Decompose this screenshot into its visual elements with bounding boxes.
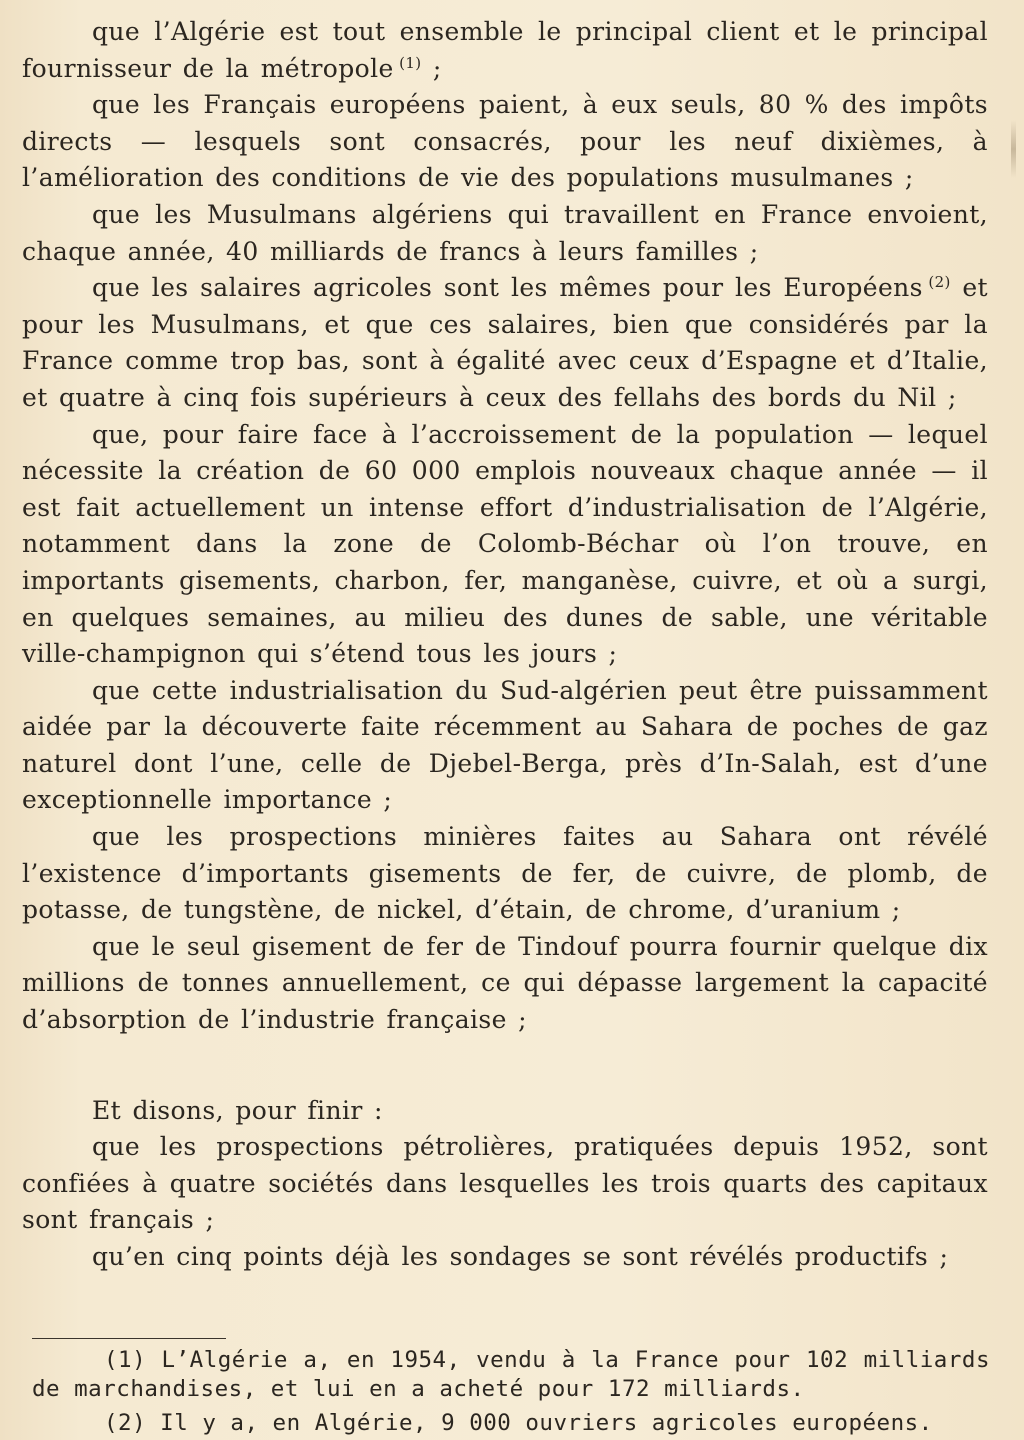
footnotes <box>32 1346 990 1438</box>
paragraph-prospections-minieres: que les prospections minières faites au Sahara ont révélé l’existence d’importants gisements de fer, de cuivre, de plomb, de potasse, de tungstène, de nickel, d’étain, de chrome, d’uranium ; <box>22 822 988 925</box>
footnote-ref-2: (2) <box>928 273 951 292</box>
page-edge-shadow <box>1011 120 1016 178</box>
closing-intro: Et disons, pour finir : <box>92 1095 383 1125</box>
paragraph-impots: que les Français européens paient, à eux seuls, 80 % des impôts directs — lesquels sont consacrés, pour les neuf dixièmes, à l’amélioration des conditions de vie des populations musulmanes ; <box>22 90 988 193</box>
paragraph-tindouf: que le seul gisement de fer de Tindouf pourra fournir quelque dix millions de tonnes annuellement, ce qui dépasse largement la capacité d’absorption de l’industrie française ; <box>22 931 988 1035</box>
paragraph-salaires: que les salaires agricoles sont les mêmes pour les Européens $^{(2)}$ et pour les Musulmans, et que ces salaires, bien que considérés par la France comme trop bas, sont à égalité avec ceux d’Espagne et d’Italie, et quatre à cinq fois supérieurs à ceux des fellahs des bords du Nil ; <box>22 273 988 412</box>
footnote-1: (1) L’Algérie a, en 1954, vendu à la France pour 102 milliards de marchandises, et lui en a acheté pour 172 milliards. <box>32 1347 990 1402</box>
paragraph-industrialisation: que, pour faire face à l’accroissement de la population — lequel nécessite la création de 60 000 emplois nouveaux chaque année — il est fait actuellement un intense effort d’industrialisation de l’Algérie, notamment dans la zone de Colomb-Béchar où l’on trouve, en importants gisements, charbon, fer, manganèse, cuivre, et où a surgi, en quelques semaines, au milieu des dunes de sable, une véritable ville-champignon qui s’étend tous les jours ; <box>22 419 988 669</box>
footnote-divider <box>32 1338 226 1339</box>
body-text <box>22 14 988 1276</box>
paragraph-sondages: qu’en cinq points déjà les sondages se sont révélés productifs ; <box>92 1242 949 1271</box>
paragraph-client-fournisseur: que l’Algérie est tout ensemble le principal client et le principal fournisseur de la métropole $^{(1)}$ ; <box>22 17 988 83</box>
footnote-ref-1: (1) <box>399 53 422 72</box>
footnote-2: (2) Il y a, en Algérie, 9 000 ouvriers agricoles européens. <box>104 1410 933 1436</box>
paragraph-musulmans-france: que les Musulmans algériens qui travaillent en France envoient, chaque année, 40 milliards de francs à leurs familles ; <box>22 199 988 266</box>
paragraph-gaz-naturel: que cette industrialisation du Sud-algérien peut être puissamment aidée par la découverte faite récemment au Sahara de poches de gaz naturel dont l’une, celle de Djebel-Berga, près d’In-Salah, est d’une exceptionnelle importance ; <box>22 675 988 815</box>
paragraph-prospections-petrolieres: que les prospections pétrolières, pratiquées depuis 1952, sont confiées à quatre sociétés dans lesquelles les trois quarts des capitaux sont français ; <box>22 1132 988 1235</box>
